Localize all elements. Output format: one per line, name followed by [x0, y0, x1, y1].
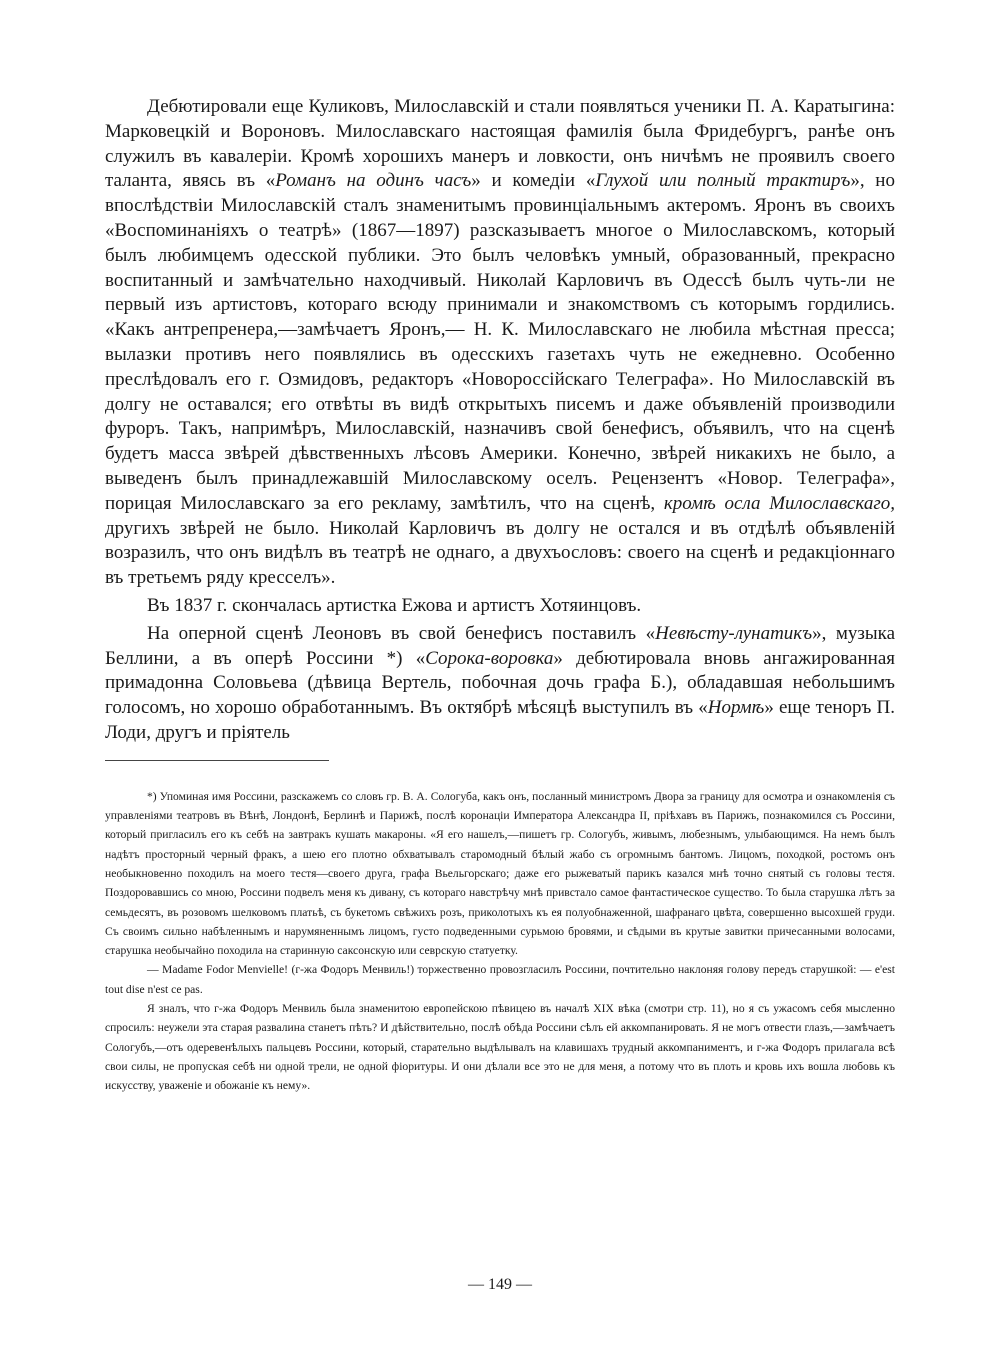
- play-title-italic: Глухой или полный трактиръ: [595, 170, 851, 192]
- opera-title-italic: Нормѣ: [707, 697, 765, 719]
- footnotes: [105, 787, 895, 1096]
- text-run: другихъ звѣрей не было. Николай Карловичъ въ долгу не остался и въ отдѣлѣ объявленій возразилъ, что онъ видѣлъ въ театрѣ не однаго, а двухъословъ: своего на сценѣ и редакціоннаго въ третьемъ ряду кресселъ».: [105, 517, 895, 589]
- page-number: — 149 —: [468, 1276, 532, 1293]
- text-run: » и комедіи «: [471, 170, 596, 192]
- text-run: На оперной сценѣ Леоновъ въ свой бенефисъ поставилъ «: [147, 622, 656, 644]
- main-text: [105, 95, 895, 746]
- opera-title-italic: Невѣсту-лунатикъ: [655, 622, 813, 644]
- footnote-3: Я зналъ, что г-жа Фодоръ Менвиль была знаменитою европейскою пѣвицею въ началѣ XIX вѣка (смотри стр. 11), но я съ ужасомъ себя мысленно спросилъ: неужели эта старая развалина станетъ пѣть? И дѣйствительно, послѣ обѣда Россини сѣлъ ей аккомпанировать. Я не могъ отвести глазъ,—замѣчаетъ Сологубъ,—отъ одеревенѣлыхъ пальцевъ Россини, который, старательно выдѣлывалъ на клавишахъ трудный аккомпаниментъ, и г-жа Фодоръ прилагала всѣ свои силы, не пропуская себѣ ни одной трели, не одной фіоритуры. И они дѣлали все это не для меня, а потому что въ плоть и кровь ихъ вошла любовь къ искусству, уваженіе и обожаніе къ нему».: [105, 1001, 895, 1093]
- text-run: » дебютировала вновь ангажированная примадонна Соловьева (дѣвица Вертель, побочная дочь графа Б.), обладавшая небольшимъ голосомъ, но хорошо обработаннымъ. Въ октябрѣ мѣсяцѣ выступилъ въ «: [105, 647, 895, 719]
- paragraph-2: Въ 1837 г. скончалась артистка Ежова и артистъ Хотяинцовъ.: [147, 594, 642, 616]
- paragraph-3: [105, 622, 895, 746]
- quote-italic: кромѣ осла Милославскаго,: [663, 492, 895, 514]
- opera-title-italic: Сорока-воровка: [425, 647, 554, 669]
- text-run: », музыка Беллини, а въ оперѣ Россини *) «: [105, 622, 896, 669]
- text-run: Дебютировали еще Куликовъ, Милославскій и стали появляться ученики П. А. Каратыгина: Марковецкій и Вороновъ. Милославскаго настоящая фамилія была Фридебургъ, ранѣе онъ служилъ въ кавалеріи. Кромѣ хорошихъ манеръ и ловкости, онъ ничѣмъ не проявилъ своего таланта, явясь въ «: [105, 96, 895, 192]
- play-title-italic: Романъ на одинъ часъ: [275, 170, 472, 192]
- footnote-divider: [105, 760, 329, 761]
- footnote-2: — Madame Fodor Menvielle! (г-жа Фодоръ Менвиль!) торжественно провозгласилъ Россини, почтительно наклоняя голову передъ старушкой: — e'est tout dise n'est ce pas.: [105, 963, 895, 996]
- page: [105, 95, 895, 1095]
- text-run: » еще теноръ П. Лоди, другъ и пріятель: [105, 697, 895, 743]
- footnote-1: *) Упоминая имя Россини, разскажемъ со словъ гр. В. А. Сологуба, какъ онъ, посланный министромъ Двора за границу для осмотра и ознакомленія съ управленіями театровъ въ Вѣнѣ, Лондонѣ, Берлинѣ и Парижѣ, послѣ коронаціи Императора Александра II, пріѣхавъ въ Парижъ, познакомился съ Россини, который пригласилъ его къ себѣ на завтракъ кушать макароны. «Я его нашелъ,—пишетъ гр. Сологубъ, живымъ, любезнымъ, улыбающимся. На немъ былъ надѣтъ просторный черный фракъ, а шею его плотно обхватывалъ старомодный бѣлый жабо съ огромнымъ бантомъ. Лицомъ, походкой, ростомъ онъ необыкновенно походилъ на моего тестя—своего друга, графа Вьельгорскаго; даже его рыжеватый парикъ казался мнѣ точно снятый съ головы тестя. Поздоровавшись со мною, Россини подвелъ меня къ дивану, съ котораго навстрѣчу мнѣ привстало самое фантастическое существо. То была старушка лѣтъ за семьдесятъ, въ розовомъ шелковомъ платьѣ, съ букетомъ свѣжихъ розъ, приколотыхъ къ ея полуобнаженной, шафранаго цвѣта, совершенно высохшей груди. Съ своимъ сильно набѣленнымъ и нарумяненнымъ лицомъ, густо подведенными сурьмою бровями, и сѣдыми въ крутые завитки причесанными волосами, старушка необычайно походила на старинную саксонскую или севрскую статуетку.: [105, 789, 895, 958]
- paragraph-1: [105, 95, 895, 591]
- text-run: », но впослѣдствіи Милославскій сталъ знаменитымъ провинціальнымъ актеромъ. Яронъ въ своихъ «Воспоминаніяхъ о театрѣ» (1867—1897) разсказываетъ многое о Милославскомъ, который былъ любимцемъ одесской публики. Это былъ человѣкъ умный, образованный, прекрасно воспитанный и замѣчательно находчивый. Николай Карловичъ въ Одессѣ былъ чуть-ли не первый изъ артистовъ, котораго всюду принимали и знакомствомъ съ которымъ гордились. «Какъ антрепренера,—замѣчаетъ Яронъ,— Н. К. Милославскаго не любила мѣстная пресса; вылазки противъ него появлялись въ одесскихъ газетахъ чуть не ежедневно. Особенно преслѣдовалъ его г. Озмидовъ, редакторъ «Новороссійскаго Телеграфа». Но Милославскій въ долгу не оставался; его отвѣты въ видѣ открытыхъ писемъ и даже объявленій производили фуроръ. Такъ, напримѣръ, Милославскій, назначивъ свой бенефисъ, объявилъ, что на сценѣ будетъ масса звѣрей дѣвственныхъ лѣсовъ Америки. Конечно, звѣрей никакихъ не было, а выведенъ былъ принадлежавшій Милославскому оселъ. Рецензентъ «Новор. Телеграфа», порицая Милославскаго за его рекламу, замѣтилъ, что на сценѣ,: [105, 170, 895, 514]
